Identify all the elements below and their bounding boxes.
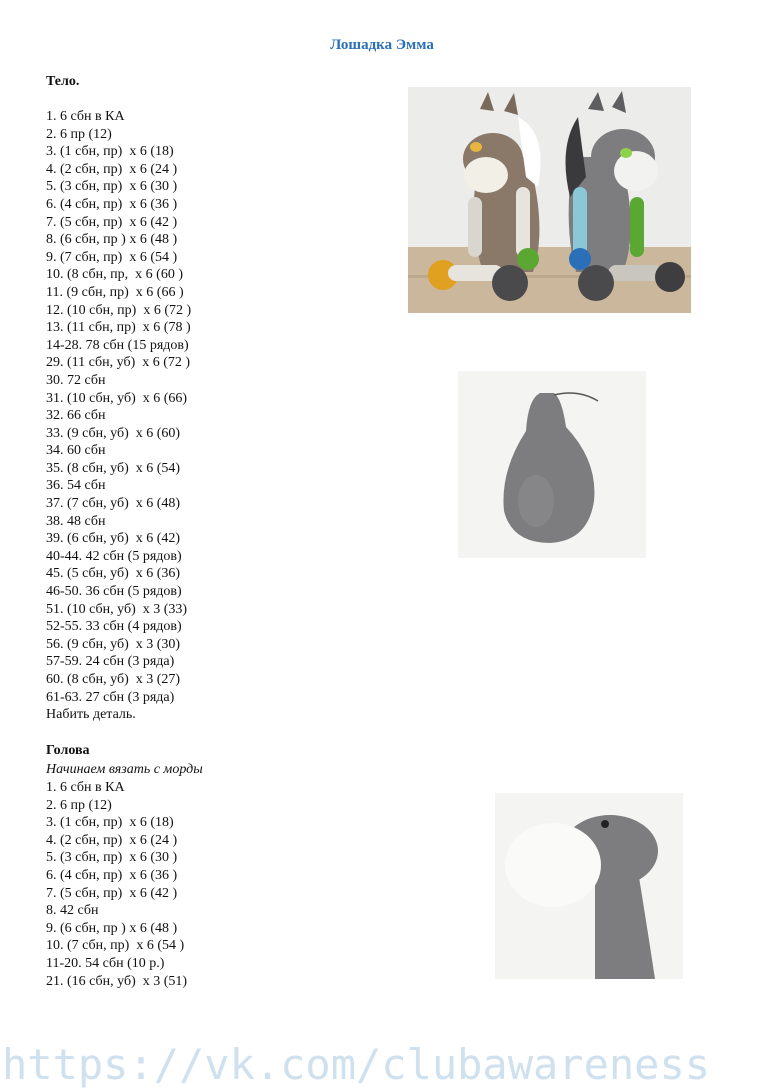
pattern-row: 35. (8 сбн, уб) х 6 (54)	[46, 460, 181, 476]
pattern-row: 38. 48 сбн	[46, 513, 106, 529]
head-pattern-rows	[46, 779, 187, 990]
photo-body-piece	[458, 371, 646, 558]
pattern-row: 11. (9 сбн, пр) х 6 (66 )	[46, 284, 184, 300]
pattern-row: 46-50. 36 сбн (5 рядов)	[46, 584, 182, 600]
pattern-row: 10. (8 сбн, пр, х 6 (60 )	[46, 267, 183, 283]
pattern-row: 31. (10 сбн, уб) х 6 (66)	[46, 390, 188, 406]
pattern-row: 34. 60 сбн	[46, 443, 106, 459]
body-pattern-rows	[46, 108, 191, 724]
pattern-row: 3. (1 сбн, пр) х 6 (18)	[46, 144, 174, 160]
pattern-row: 57-59. 24 сбн (3 ряда)	[46, 654, 175, 670]
pattern-row: Набить деталь.	[46, 707, 136, 723]
pattern-row: 5. (3 сбн, пр) х 6 (30 )	[46, 179, 178, 195]
pattern-row: 5. (3 сбн, пр) х 6 (30 )	[46, 850, 178, 866]
pattern-row: 3. (1 сбн, пр) х 6 (18)	[46, 815, 174, 831]
photo-finished-horses	[408, 87, 691, 313]
pattern-row: 14-28. 78 сбн (15 рядов)	[46, 337, 189, 353]
pattern-row: 51. (10 сбн, уб) х 3 (33)	[46, 601, 188, 617]
section-heading-body: Тело.	[46, 74, 80, 89]
head-section-subtitle: Начинаем вязать с морды	[46, 762, 203, 777]
section-heading-head: Голова	[46, 743, 90, 758]
pattern-row: 11-20. 54 сбн (10 р.)	[46, 955, 165, 971]
pattern-row: 2. 6 пр (12)	[46, 126, 112, 142]
pattern-row: 37. (7 сбн, уб) х 6 (48)	[46, 496, 181, 512]
pattern-row: 29. (11 сбн, уб) х 6 (72 )	[46, 355, 191, 371]
pattern-row: 8. (6 сбн, пр ) х 6 (48 )	[46, 232, 178, 248]
pattern-row: 61-63. 27 сбн (3 ряда)	[46, 689, 175, 705]
photo-head-piece	[495, 793, 683, 979]
pattern-row: 9. (7 сбн, пр) х 6 (54 )	[46, 249, 178, 265]
pattern-row: 13. (11 сбн, пр) х 6 (78 )	[46, 320, 191, 336]
pattern-row: 45. (5 сбн, уб) х 6 (36)	[46, 566, 181, 582]
pattern-row: 40-44. 42 сбн (5 рядов)	[46, 548, 182, 564]
pattern-row: 6. (4 сбн, пр) х 6 (36 )	[46, 196, 178, 212]
pattern-row: 6. (4 сбн, пр) х 6 (36 )	[46, 867, 178, 883]
pattern-row: 1. 6 сбн в КА	[46, 109, 125, 124]
pattern-row: 10. (7 сбн, пр) х 6 (54 )	[46, 938, 185, 954]
pattern-row: 60. (8 сбн, уб) х 3 (27)	[46, 672, 181, 687]
pattern-row: 30. 72 сбн	[46, 372, 106, 388]
pattern-row: 1. 6 сбн в КА	[46, 780, 125, 795]
pattern-row: 7. (5 сбн, пр) х 6 (42 )	[46, 885, 178, 901]
pattern-row: 56. (9 сбн, уб) х 3 (30)	[46, 636, 181, 652]
pattern-row: 8. 42 сбн	[46, 903, 99, 919]
pattern-row: 4. (2 сбн, пр) х 6 (24 )	[46, 161, 178, 177]
pattern-row: 4. (2 сбн, пр) х 6 (24 )	[46, 832, 178, 848]
pattern-row: 32. 66 сбн	[46, 408, 106, 424]
pattern-row: 21. (16 сбн, уб) х 3 (51)	[46, 973, 188, 989]
document-title: Лошадка Эмма	[330, 37, 434, 53]
watermark-url: https://vk.com/clubawareness	[2, 1040, 711, 1089]
pattern-row: 39. (6 сбн, уб) х 6 (42)	[46, 531, 181, 547]
pattern-row: 33. (9 сбн, уб) х 6 (60)	[46, 425, 181, 441]
pattern-row: 36. 54 сбн	[46, 478, 106, 494]
pattern-row: 7. (5 сбн, пр) х 6 (42 )	[46, 214, 178, 230]
pattern-row: 52-55. 33 сбн (4 рядов)	[46, 619, 182, 635]
pattern-row: 9. (6 сбн, пр ) х 6 (48 )	[46, 920, 178, 936]
pattern-row: 2. 6 пр (12)	[46, 797, 112, 813]
pattern-row: 12. (10 сбн, пр) х 6 (72 )	[46, 302, 192, 318]
